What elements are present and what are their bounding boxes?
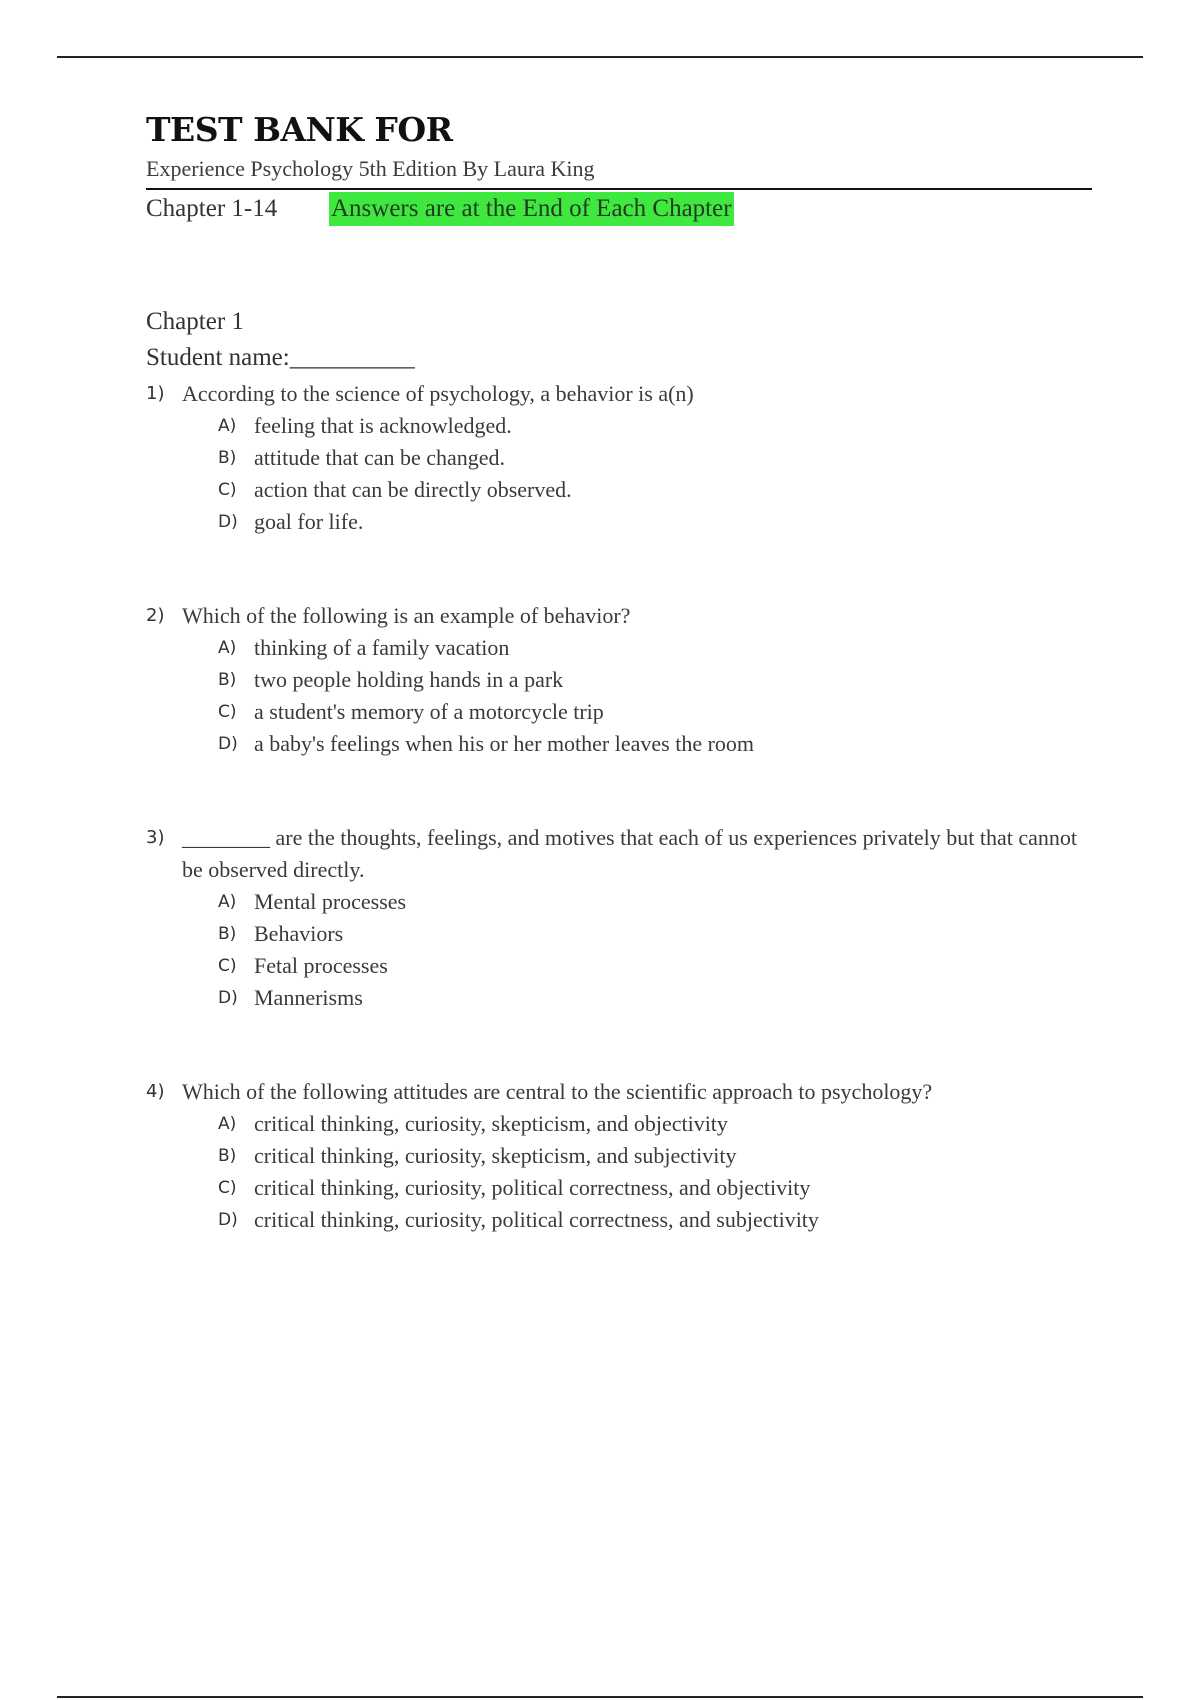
choice-text: attitude that can be changed. [254,445,506,470]
choice-a [146,632,1092,664]
choice-a [146,886,1092,918]
choice-letter: C) [218,1178,237,1198]
student-name-line: Student name:__________ [146,344,415,371]
question-number: 3) [146,827,165,848]
choice-c [146,696,1092,728]
choice-c [146,950,1092,982]
page-bottom-rule [57,1696,1143,1698]
choice-text: a student's memory of a motorcycle trip [254,699,604,724]
choice-letter: B) [218,670,237,690]
question-3 [146,822,1092,1014]
chapter-heading: Chapter 1 [146,308,244,335]
question-text: Which of the following is an example of behavior? [182,603,631,628]
choice-d [146,982,1092,1014]
choice-text: critical thinking, curiosity, skepticism, and objectivity [254,1111,728,1136]
question-number: 2) [146,605,165,626]
choice-text: goal for life. [254,509,364,534]
choice-c [146,474,1092,506]
page-content [146,100,1092,1236]
choice-text: critical thinking, curiosity, political correctness, and subjectivity [254,1207,819,1232]
choice-letter: A) [218,1114,237,1134]
choice-a [146,1108,1092,1140]
choice-text: action that can be directly observed. [254,477,572,502]
choice-text: Behaviors [254,921,344,946]
choice-letter: A) [218,638,237,658]
choice-letter: C) [218,480,237,500]
choice-letter: A) [218,416,237,436]
question-text: Which of the following attitudes are central to the scientific approach to psychology? [182,1079,933,1104]
choice-letter: D) [218,512,238,532]
choice-c [146,1172,1092,1204]
choice-text: critical thinking, curiosity, political correctness, and objectivity [254,1175,811,1200]
choice-text: thinking of a family vacation [254,635,510,660]
chapter-section [146,304,1092,1236]
question-number: 4) [146,1081,165,1102]
choice-d [146,1204,1092,1236]
choice-text: Fetal processes [254,953,388,978]
choice-text: a baby's feelings when his or her mother leaves the room [254,731,755,756]
choice-text: critical thinking, curiosity, skepticism, and subjectivity [254,1143,737,1168]
choice-letter: D) [218,734,238,754]
chapter-range: Chapter 1-14 [146,195,278,222]
choice-a [146,410,1092,442]
question-1 [146,378,1092,538]
choice-b [146,918,1092,950]
choice-letter: B) [218,1146,237,1166]
choice-b [146,664,1092,696]
page-top-rule [57,56,1143,58]
choice-text: Mannerisms [254,985,363,1010]
answers-note-highlight: Answers are at the End of Each Chapter [329,192,734,226]
choice-letter: D) [218,1210,238,1230]
chapter-range-line [146,188,1092,226]
choice-d [146,728,1092,760]
choice-b [146,1140,1092,1172]
question-text: ________ are the thoughts, feelings, and motives that each of us experiences privately but that cannot be observed directly. [182,825,1078,882]
question-number: 1) [146,383,165,404]
choice-letter: C) [218,956,237,976]
document-title: TEST BANK FOR [146,110,453,149]
choice-b [146,442,1092,474]
choice-letter: B) [218,448,237,468]
choice-text: Mental processes [254,889,407,914]
question-text: According to the science of psychology, a behavior is a(n) [182,381,694,406]
choice-letter: A) [218,892,237,912]
choice-letter: B) [218,924,237,944]
question-4 [146,1076,1092,1236]
document-subtitle: Experience Psychology 5th Edition By Laura King [146,156,595,181]
choice-letter: C) [218,702,237,722]
choice-text: two people holding hands in a park [254,667,564,692]
choice-d [146,506,1092,538]
choice-text: feeling that is acknowledged. [254,413,512,438]
question-2 [146,600,1092,760]
choice-letter: D) [218,988,238,1008]
